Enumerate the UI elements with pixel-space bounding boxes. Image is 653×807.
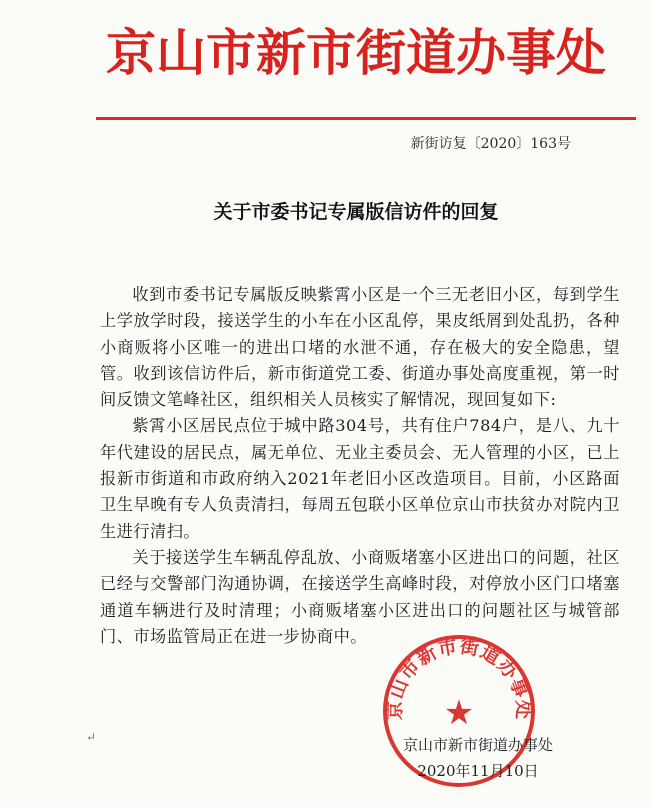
body-paragraph: 紫霄小区居民点位于城中路304号，共有住户784户，是八、九十年代建设的居民点，属无单位、无业主委员会、无人管理的小区，已上报新市街道和市政府纳入2021年老旧小区改造项目。目前，小区路面卫生早晚有专人负责清扫，每周五包联小区单位京山市扶贫办对院内卫生进行清扫。 bbox=[100, 416, 620, 541]
letterhead-red-rule bbox=[96, 117, 636, 120]
body-paragraph: 关于接送学生车辆乱停乱放、小商贩堵塞小区进出口的问题，社区已经与交警部门沟通协调，在接送学生高峰时段，对停放小区门口堵塞通道车辆进行及时清理；小商贩堵塞小区进出口的问题社区与城管部门、市场监管局正在进一步协商中。 bbox=[100, 547, 620, 646]
signoff-org: 京山市新市街道办事处 bbox=[402, 736, 553, 754]
body-paragraph: 收到市委书记专属版反映紫霄小区是一个三无老旧小区，每到学生上学放学时段，接送学生的小车在小区乱停，果皮纸屑到处乱扔，各种小商贩将小区唯一的进出口堵的水泄不通，存在极大的安全隐患，望管。收到该信访件后，新市街道党工委、街道办事处高度重视，第一时间反馈文笔峰社区，组织相关人员核实了解情况，现回复如下: bbox=[100, 285, 620, 410]
document-body bbox=[100, 282, 620, 650]
return-icon: ↵ bbox=[86, 730, 97, 744]
document-number: 新街访复〔2020〕163号 bbox=[410, 136, 571, 152]
seal-text: 京山市新市街道办事处 bbox=[383, 635, 535, 721]
signoff-block bbox=[378, 732, 578, 784]
seal-star-icon: ★ bbox=[443, 693, 475, 733]
signoff-date: 2020年11月10日 bbox=[417, 762, 539, 780]
letterhead-title: 京山市新市街道办事处 bbox=[106, 23, 606, 82]
document-title: 关于市委书记专属版信访件的回复 bbox=[213, 201, 499, 223]
